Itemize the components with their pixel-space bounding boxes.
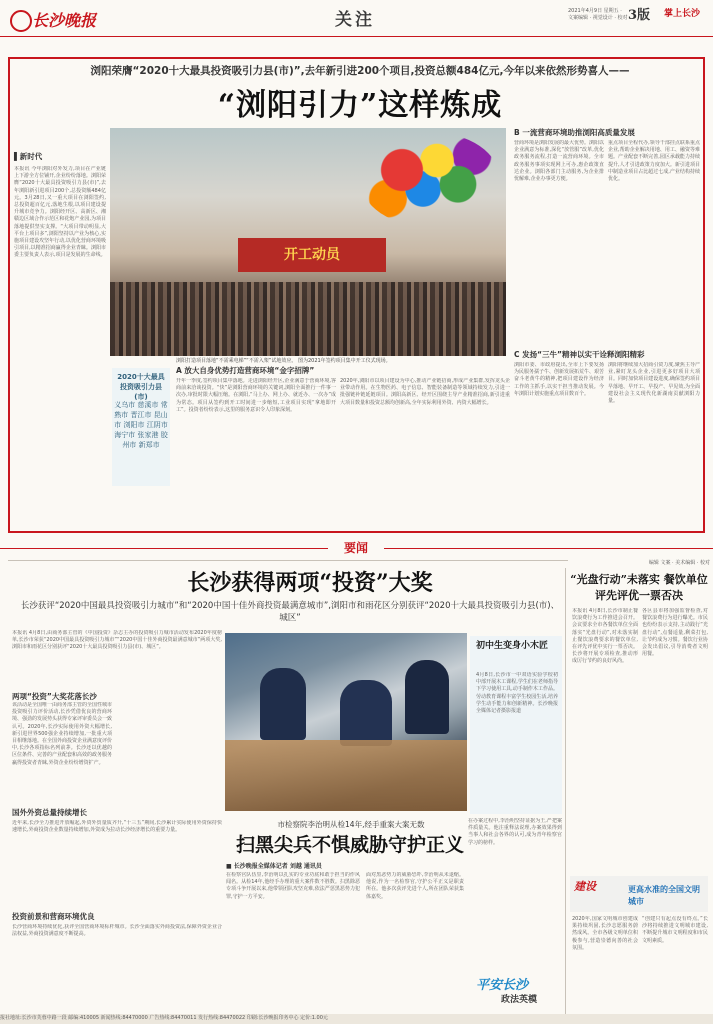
story4-text-b: 各区县市将加强监督检查,对餐饮浪费行为进行曝光。市民也纷纷表示支持,主动践行“光盘行动”,点餐适量,剩菜打包,让节约成为习惯。餐饮行业协会发出倡议,引导消费者文明用餐。 [642, 608, 708, 658]
story2-text-a-cont [116, 702, 222, 806]
band-title: 要闻 [328, 538, 384, 558]
story4-text-a: 本报讯 4月8日,长沙市制止餐饮浪费行为工作推进会召开。会议要求全市各餐饮单位全面落实“光盘行动”,对未落实制止餐饮浪费要求的餐饮单位,在评先评优中实行一票否决。长沙将开展专项检查,推动形成厉行节约的良好风尚。 [572, 608, 638, 665]
story4-text-c: 2020年,国家文明城市创建成果持续巩固,长沙志愿服务蔚然成风。全市各级文明单位积极参与,营造崇德向善的社会氛围。 [572, 916, 638, 951]
story2-headline[interactable]: 长沙获得两项“投资”大奖 [187, 570, 433, 596]
story1-right-text-2: 重点项目全程代办,领导干部挂点联系重点企业,帮助企业解决用地、用工、融资等难题。产业配套不断完善,园区承载能力持续提升,人才引进政策力度加大。新引进项目中制造业项目占比超过七成,产业结构持续优化。 [608, 140, 700, 183]
story1-right-text-4: 浏阳将继续加大招商引资力度,聚焦主导产业,紧盯龙头企业,引进更多好项目大项目。同时加快项目建设进度,确保签约项目早落地、早开工、早投产、早见效,为全面建设社会主义现代化新湖南贡献浏阳力量。 [608, 362, 700, 405]
stage-banner: 开工动员 [238, 238, 386, 272]
story1-left-column [14, 152, 106, 528]
story2-section-c: 投资前景和营商环境优良 [12, 912, 95, 921]
story2-text-c: 长沙营商环境持续优化,获评全国营商环境标杆城市。长沙全面落实外商投资法,保障外资企业合法权益,外商投资满意度不断提高。 [12, 924, 222, 938]
story1-left-text: 本报讯 今年浏阳对外发力,项目在产业链上下游全方位铺开,企业纷纷落地。浏阳荣膺“2020十大最具投资吸引力县(市)”,去年浏阳新引进项目200个,总投资额484亿元。3月28日,又一重大项目在浏阳签约,总投资超百亿元,落地生根,以项目建设提升城市竞争力。浏阳经开区、高新区、湘赣边区域合作示范区和花炮产业园,为项目落地提供坚实支撑。“大项目带动明显,大平台上项目多”,浏阳坚持以产业为核心,实施项目建设攻坚年行动,以优化营商环境吸引项目,以精准招商赢得企业青睐。浏阳市委主要负责人表示,项目是发展的生命线。 [14, 166, 106, 259]
story3-text-a: 在检察官队伍里,李治明以扎实的专业功底和敢于担当的作风闻名。从检14年,他经手办理的重大案件数不胜数。扫黑除恶专项斗争开展以来,他带领团队攻坚克难,依法严惩黑恶势力犯罪,守护一方平安。 [226, 872, 360, 900]
band-separator [8, 560, 568, 561]
masthead [0, 0, 713, 50]
story1-mid-text-1: 开年一季度,签约项目集中落地。走进浏阳经开区,企业满意于营商环境,客商前来洽谈投资。“快”是浏阳营商环境的关键词,浏阳全面推行一件事一次办,审批时限大幅压缩。在浏阳,“马上办、网上办、就近办、一次办”成为常态。项目从签约到开工时间进一步缩短,工业项目实现“拿地即开工”。投资者纷纷表示,这里的服务意识令人印象深刻。 [176, 378, 336, 413]
story3-byline: ■ 长沙晚报全媒体记者 刘越 通讯员 [226, 863, 322, 870]
civilized-city-logo: 建设 [574, 880, 596, 893]
photo-side-text: 4月8日,长沙市一中双语实验学校初中部开展木工课程,学生们在老师指导下学习使用工具,动手制作木工作品。劳动教育课程丰富学生校园生活,培养学生动手能力和创新精神。长沙晚报全媒体记者摄影报道 [476, 672, 558, 715]
section-title: 关注 [335, 10, 375, 30]
badge-subtitle: 政法英模 [500, 995, 537, 1005]
student-figure [405, 660, 449, 734]
story3-text-b: 面对黑恶势力的威胁恐吓,李治明从未退缩。他说,作为一名检察官,守护公平正义是职责所在。他多次获评先进个人,所在团队荣获集体嘉奖。 [366, 872, 464, 900]
story1-right-text-3: 浏阳市委、市政府提出,全市上下要发扬为民服务孺子牛、创新发展拓荒牛、艰苦奋斗老黄牛的精神,把项目建设作为经济工作的主抓手,以实干担当推动发展。今年浏阳计划实施重点项目数百个。 [514, 362, 604, 397]
student-figure [260, 668, 306, 740]
story3-text-c: 在办案过程中,李治明坚持证据为王,严把案件质量关。他注重释法说理,办案效果得到当事人和社会各界的认可,成为青年检察官学习的榜样。 [468, 818, 562, 846]
story2-text-a: 该活动是全国唯一由商务部主管的全国性城市投资吸引力评价活动,长沙凭借优良的营商环境、强劲的发展势头获得专家评审委员会一致认可。2020年,长沙实际使用外资大幅增长,新引进世界500强企业持续增加,一批重大项目相继落地。在全国外商投资企业满意度评价中,长沙各项指标名列前茅。长沙还以优越的区位条件、完善的产业配套和高效的政务服务赢得投资者青睐,外资企业纷纷增资扩产。 [12, 702, 112, 766]
story2-section-b: 国外外资总量持续增长 [12, 808, 87, 817]
workbench-image [225, 740, 467, 811]
story1-photo-caption: 浏阳打造项目落地“不需乘电梯”“不需入架”试地效应。 图为2021年签约项目集中开工仪式现场。 [176, 358, 391, 364]
story3-kicker: 市检察院李治明从检14年,经手重案大案无数 [277, 820, 425, 829]
story1-section-b: B 一流营商环境助推浏阳高质量发展 [514, 128, 635, 137]
story1-headline[interactable]: “浏阳引力”这样炼成 [217, 88, 503, 123]
band-editors: 编辑 文案 · 美术编辑 · 校对 [648, 560, 710, 566]
balloon-cluster-image [360, 132, 500, 227]
story2-subhead: 长沙获评“2020中国最具投资吸引力城市”和“2020中国十佳外商投资最满意城市”,浏阳市和雨花区分别获评“2020十大最具投资吸引力县(市)、城区” [20, 601, 560, 623]
story4-text-d: “创建只有起点没有终点。”长沙将持续推进文明城市建设,不断提升城市文明程度和市民文明素质。 [642, 916, 708, 944]
story2-lead: 本报讯 4月8日,由商务部主管的《中国投资》杂志主办的投资吸引力城市活动发布2020年度榜单,长沙市荣获“2020中国最具投资吸引力城市”“2020中国十佳外商投资最满意城市”两项大奖,浏阳市和雨花区分别获评“2020十大最具投资吸引力县(市)、城区”。 [12, 630, 222, 651]
masthead-divider [0, 36, 713, 37]
story4-headline[interactable]: “光盘行动”未落实 餐饮单位评先评优一票否决 [570, 573, 708, 602]
story1-mid-text-2: 2020年,浏阳市以项目建设为中心,推动产业链招商,形成产业集群,发挥龙头企业带动作用。在生物医药、电子信息、智能装备制造等领域持续发力,引进一批强链补链延链项目。浏阳高新区、经开区围绕主导产业精准招商,新引进重大项目数量和投资总额均创新高,全年实际利用外资、内资大幅增长。 [340, 378, 510, 406]
story1-sidebar-list: 义乌市 慈溪市 常熟市 晋江市 昆山市 浏阳市 江阴市 海宁市 张家港 胶州市 新郑市 [114, 401, 168, 449]
story1-sidebar-title: 2020十大最具投资吸引力县(市) [117, 373, 165, 401]
newspaper-seal-icon [10, 10, 32, 32]
badge-title: 平安长沙 [476, 978, 529, 993]
newspaper-logo: 长沙晚报 [32, 11, 97, 30]
crowd-image [110, 282, 506, 356]
story2-section-a: 两项“投资”大奖花落长沙 [12, 692, 97, 701]
student-figure [340, 680, 392, 746]
story3-headline[interactable]: 扫黑尖兵不惧威胁守护正义 [235, 834, 464, 856]
photo-side-title: 初中生变身小木匠 [476, 641, 549, 651]
story2-text-b: 近年来,长沙全力推进开放崛起,外资外贸量质齐升,“十三五”期间,长沙累计实际使用外资保持快速增长,外商投资企业数量持续增加,外资成为拉动长沙经济增长的重要力量。 [12, 820, 222, 834]
story1-section-c: C 发扬“三牛”精神以实干诠释浏阳精彩 [514, 350, 645, 359]
story1-section-a: A 放大自身优势打造营商环境“金字招牌” [176, 366, 315, 375]
column-divider [565, 568, 566, 1014]
story1-left-heading: ▌新时代 [14, 152, 43, 161]
page-footer: 报社地址:长沙市芙蓉中路一段 邮编:410005 新闻热线:84470000 广告热线:84470011 发行热线:84470022 印刷:长沙晚报印务中心 定价:1.00元 [0, 1014, 713, 1024]
story1-kicker[interactable]: 浏阳荣膺“2020十大最具投资吸引力县(市)”,去年新引进200个项目,投资总额484亿元,今年以来依然形势喜人—— [90, 65, 630, 77]
story1-right-text-1: 营商环境是浏阳发展的最大优势。浏阳以企业满意为标准,深化“放管服”改革,优化政务服务流程,打造一流营商环境。全市政务服务事项实现网上可办,惠企政策直达企业。浏阳各部门主动服务,为企业排忧解难,企业办事更方便。 [514, 140, 604, 183]
page-number: 3版 [628, 8, 651, 23]
civilized-city-slogan: 更高水准的全国文明城市 [628, 885, 700, 906]
date-line: 2021年4月9日 星期五 · 文案编辑 · 视觉设计 · 校对 [568, 8, 628, 21]
brand-logo: 掌上长沙 [664, 9, 701, 19]
